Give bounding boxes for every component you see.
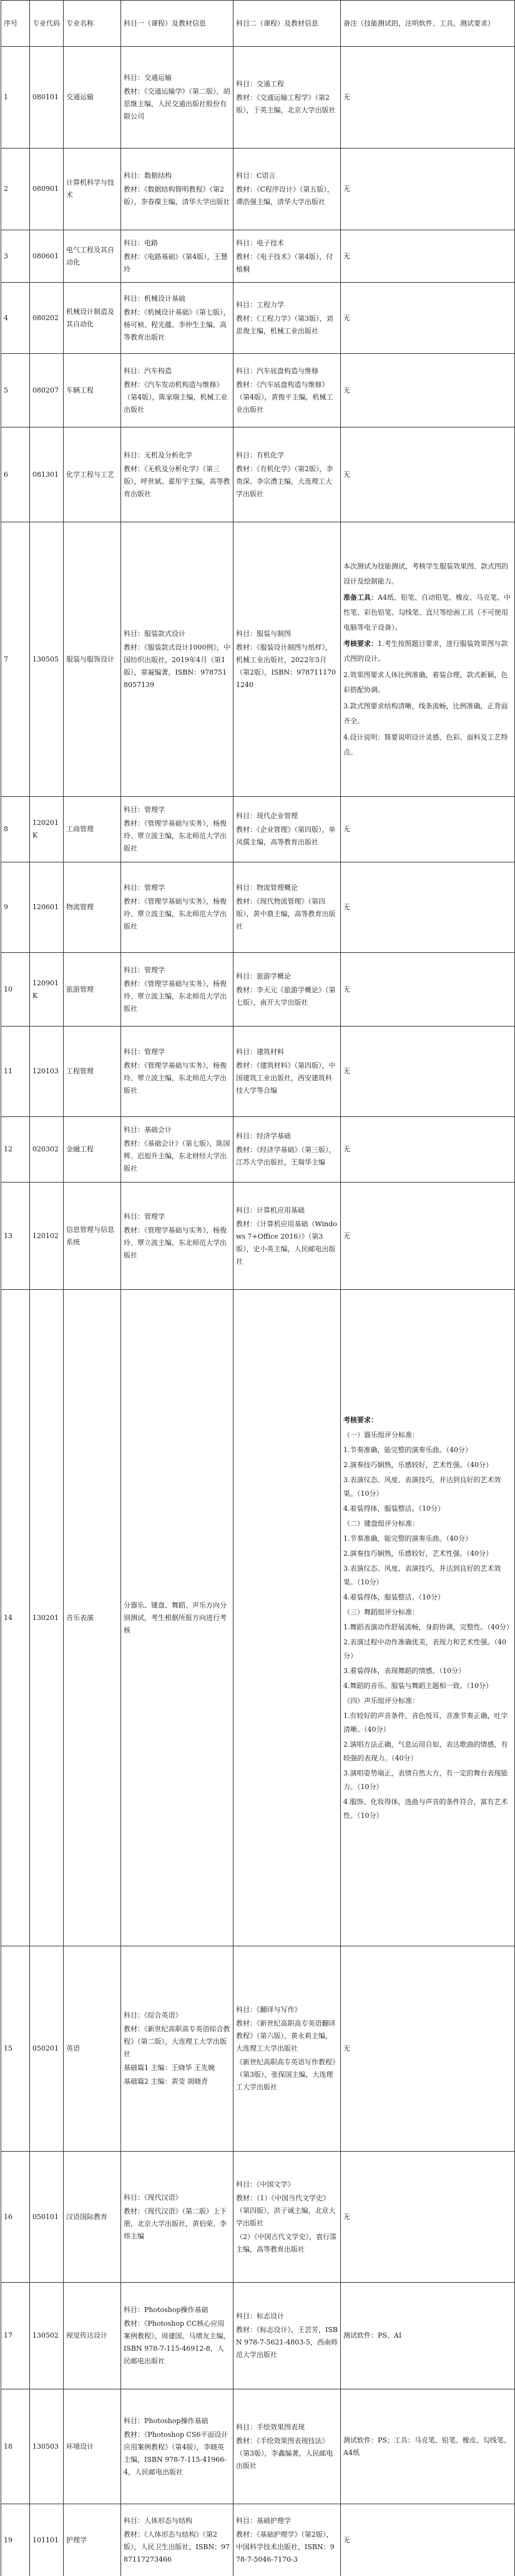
subject1-line: 教材：《汽车发动机构造与维修》（第4版），陈家瑞主编，机械工业出版社 — [124, 380, 228, 414]
subject1-info-cell — [121, 47, 233, 149]
subject1-line: 科目：管理学 — [124, 806, 165, 814]
remark-line: 4.着装得体，服装整洁。（10分） — [343, 1504, 444, 1513]
subject2-line: 科目：建筑材料 — [236, 1048, 284, 1056]
major-name-cell: 电气工程及其自动化 — [64, 230, 121, 283]
subject1-line: 科目：Photoshop操作基础 — [124, 2306, 208, 2314]
remark-cell — [341, 2504, 515, 2576]
remark-line: 无 — [343, 1231, 350, 1240]
major-code-cell: 130503 — [30, 2389, 64, 2504]
remark-line: 3.款式图要求结构清晰，线条流畅，比例准确，正背面齐全。 — [343, 701, 508, 725]
major-code-cell: 050201 — [30, 1946, 64, 2152]
subject2-line: 教材：《有机化学》（第2版），李贵深、李宗澧主编，大连理工大学出版社 — [236, 464, 333, 498]
major-name-cell: 金融工程 — [64, 1117, 121, 1183]
row-number-cell: 3 — [1, 230, 30, 283]
major-name-cell: 环境设计 — [64, 2389, 121, 2504]
remark-line: 测试软件：PS；工具：马克笔、铅笔、橡皮、勾线笔、A4纸 — [343, 2436, 511, 2457]
major-name-cell: 汉语国际教育 — [64, 2152, 121, 2283]
remark-cell — [341, 1946, 515, 2152]
major-name-cell: 信息管理与信息系统 — [64, 1183, 121, 1290]
subject1-line: 教材：《机械设计基础》（第七版），杨可桢、程光蕴、李仲生主编，高等教育出版社 — [124, 308, 230, 341]
remark-line: 4.设计说明：简要说明设计灵感、色彩、面料及工艺特点。 — [343, 733, 508, 756]
remark-cell — [341, 1290, 515, 1946]
subject1-info-cell — [121, 1027, 233, 1117]
subject2-line: 教材：《交通运输工程学》（第2版），于英主编，北京大学出版社 — [236, 94, 336, 114]
remark-line: （四）声乐组评分标准： — [343, 1696, 419, 1705]
remark-line — [343, 637, 512, 666]
row-number-cell: 13 — [1, 1183, 30, 1290]
subject2-line: 教材：《企业管理》（第四版），单凤儒主编，高等教育出版社 — [236, 826, 336, 846]
major-name-cell: 计算机科学与技术 — [64, 149, 121, 230]
subject2-line: 教材：《电子技术》（第4版），付植桐 — [236, 252, 333, 273]
major-code-cell: 020302 — [30, 1117, 64, 1183]
subject1-line: 教材：《电路基础》（第4版），王慧玲 — [124, 252, 228, 273]
row-number-cell: 16 — [1, 2152, 30, 2283]
table-row — [1, 1946, 515, 2152]
subject2-line: 科目：电子技术 — [236, 238, 284, 247]
subject2-line: 科目：服装与制图 — [236, 629, 291, 638]
major-name-cell: 交通运输 — [64, 47, 121, 149]
remark-line: 2.演奏技巧娴熟，乐感较好，艺术性强。（40分） — [343, 1549, 493, 1558]
header-name: 专业名称 — [64, 1, 121, 47]
remark-cell — [341, 953, 515, 1027]
subject2-info-cell — [233, 230, 341, 283]
table-row — [1, 797, 515, 862]
major-code-cell: 080101 — [30, 47, 64, 149]
subject1-info-cell — [121, 2283, 233, 2389]
remark-line — [343, 1413, 512, 1427]
major-name-cell: 机械设计制造及其自动化 — [64, 283, 121, 354]
subject1-line: 科目：人体形态与结构 — [124, 2516, 192, 2525]
subject1-info-cell — [121, 2389, 233, 2504]
remark-cell — [341, 1183, 515, 1290]
subject2-line: 科目：旅游学概论 — [236, 972, 291, 980]
row-number-cell: 12 — [1, 1117, 30, 1183]
row-number-cell: 7 — [1, 522, 30, 797]
major-code-cell: 080207 — [30, 354, 64, 427]
remark-cell — [341, 354, 515, 427]
remark-line: 3.着装得体，表现舞蹈的情感。（10分） — [343, 1666, 465, 1675]
subject1-line: 基础篇2 主编：黄莹 胡晓青 — [124, 2077, 208, 2086]
remark-line: 1.舞蹈表演动作舒展流畅，身韵协调，完整性。（40分） — [343, 1622, 513, 1631]
row-number-cell: 9 — [1, 862, 30, 953]
subject1-line: 教材：《管理学基础与实务》，杨俊玲、覃立波主编，东北师范大学出版社 — [124, 979, 227, 1013]
subject1-info-cell — [121, 862, 233, 953]
subject1-info-cell — [121, 522, 233, 797]
remark-line: 无 — [343, 2212, 350, 2221]
major-name-cell: 护理学 — [64, 2504, 121, 2576]
remark-line: 无 — [343, 985, 350, 993]
major-name-cell: 车辆工程 — [64, 354, 121, 427]
subject2-line: 科目：工程力学 — [236, 300, 284, 309]
subject2-info-cell — [233, 149, 341, 230]
subject2-line: 科目：现代企业管理 — [236, 812, 298, 820]
remark-line: 2.表演过程中动作准确优美，表现力和艺术性强。（40分） — [343, 1637, 506, 1660]
subject1-line: 教材：《基础会计》（第七版），陈国辉、迟旭升主编，东北财经大学出版社 — [124, 1139, 230, 1173]
table-row — [1, 2504, 515, 2576]
header-remark: 备注（技能测试的，注明软件、工具、测试要求） — [341, 1, 515, 47]
subject1-line: 科目：管理学 — [124, 965, 165, 974]
row-number-cell: 4 — [1, 283, 30, 354]
major-code-cell: 080202 — [30, 283, 64, 354]
table-row — [1, 522, 515, 797]
subject1-line: 教材：《无机及分析化学》（第三版），呼世斌、翟彤宇主编，高等教育出版社 — [124, 464, 230, 498]
subject2-line: 科目：标志设计 — [236, 2312, 284, 2320]
table-row — [1, 1027, 515, 1117]
subject1-line: 教材：《服装款式设计1000例》，中国纺织出版社，2019年4月（第1版），章凝编著，ISBN：9787518057139 — [124, 643, 230, 689]
subject1-info-cell — [121, 427, 233, 522]
subject1-info-cell — [121, 1183, 233, 1290]
subject2-line: 科目：《中国文学》 — [236, 2180, 295, 2188]
major-code-cell: 050101 — [30, 2152, 64, 2283]
remark-line: 无 — [343, 251, 350, 260]
subject2-info-cell — [233, 797, 341, 862]
header-no: 序号 — [1, 1, 30, 47]
remark-line: 无 — [343, 93, 350, 101]
table-row — [1, 149, 515, 230]
major-code-cell: 120102 — [30, 1183, 64, 1290]
row-number-cell: 18 — [1, 2389, 30, 2504]
subject2-line: 教材：《新世纪高职高专英语翻译教程》（第六版），黄永莉主编，大连理工大学出版社 — [236, 2019, 336, 2052]
subject2-line: 科目：有机化学 — [236, 451, 284, 459]
subject1-line: 教材：《现代汉语》（第二版）上下册，北京大学出版社，黄伯荣、李炜主编 — [124, 2207, 227, 2240]
subject2-line: 科目：交通工程 — [236, 80, 284, 88]
remark-cell — [341, 1117, 515, 1183]
major-code-cell: 120901K — [30, 953, 64, 1027]
subject2-line: 教材：《C程序设计》（第五版），谭浩强主编，清华大学出版社 — [236, 185, 334, 206]
table-row — [1, 1290, 515, 1946]
subject1-line: 教材：《管理学基础与实务》，杨俊玲、覃立波主编，东北师范大学出版社 — [124, 1061, 227, 1095]
subject2-line: 科目：物流管理概论 — [236, 884, 298, 892]
table-row — [1, 1183, 515, 1290]
remark-cell — [341, 522, 515, 797]
remark-cell — [341, 2283, 515, 2389]
remark-line: 无 — [343, 825, 350, 833]
table-row — [1, 230, 515, 283]
subject1-info-cell — [121, 2504, 233, 2576]
line-text: A4纸、铅笔、自动铅笔、橡皮、马克笔、中性笔、彩色铅笔、勾线笔、直尺等绘画工具（不可使用电脑等电子设备）。 — [343, 593, 511, 632]
major-code-cell: 120601 — [30, 862, 64, 953]
subject1-info-cell — [121, 953, 233, 1027]
remark-line: （一）器乐组评分标准： — [343, 1430, 419, 1439]
remark-line: 3.表演仪态、风度、表演技巧，并达到良好的艺术效果。（10分） — [343, 1475, 501, 1498]
remark-cell — [341, 862, 515, 953]
subject2-line: 教材：（1）《中国当代文学史》（第四版），洪子诚主编，北京大学出版社 — [236, 2193, 336, 2227]
subject1-line: 科目：《综合英语》 — [124, 2011, 182, 2019]
table-header — [1, 1, 515, 47]
table-row — [1, 427, 515, 522]
subject2-info-cell — [233, 1290, 341, 1946]
table-row — [1, 862, 515, 953]
remark-cell — [341, 149, 515, 230]
row-number-cell: 15 — [1, 1946, 30, 2152]
subject1-line: 科目：管理学 — [124, 1212, 165, 1221]
subject1-info-cell — [121, 354, 233, 427]
subject2-info-cell — [233, 47, 341, 149]
subject1-line: 科目：管理学 — [124, 1048, 165, 1056]
table-row — [1, 283, 515, 354]
line-text: 1.考生按照题目要求，进行服装效果图与款式图的设计。 — [343, 639, 508, 663]
remark-line: 无 — [343, 903, 350, 911]
subject2-line: 科目：经济学基础 — [236, 1132, 291, 1140]
header-subject2: 科目二（课程）及教材信息 — [233, 1, 341, 47]
subject2-line: 科目：基础护理学 — [236, 2516, 291, 2525]
table-row — [1, 2152, 515, 2283]
subject2-line: 科目：《翻译与写作》 — [236, 2006, 302, 2014]
subject1-info-cell — [121, 283, 233, 354]
subject1-line: 教材：《管理学基础与实务》，杨俊玲、覃立波主编，东北师范大学出版社 — [124, 897, 227, 930]
remark-line: 2.演奏技巧娴熟，乐感较好，艺术性强。（40分） — [343, 1460, 493, 1469]
remark-cell — [341, 427, 515, 522]
subject1-info-cell — [121, 1117, 233, 1183]
remark-line: 2.效果图要求人体比例准确，着装合理，款式新颖，色彩搭配协调。 — [343, 670, 508, 694]
major-code-cell: 080601 — [30, 230, 64, 283]
remark-line: 2.演唱方法正确，气息运用自如，表达歌曲的情感，有较强的表现力。（40分） — [343, 1740, 508, 1762]
remark-line — [343, 590, 512, 635]
row-number-cell: 8 — [1, 797, 30, 862]
subject2-info-cell — [233, 1183, 341, 1290]
subject1-info-cell — [121, 2152, 233, 2283]
subject1-line: 教材：《Photoshop CC核心应用案例教程》，周建国、马增友主编，ISBN 978-7-115-46912-8，人民邮电出版社 — [124, 2320, 230, 2365]
subject2-info-cell — [233, 862, 341, 953]
majors-table — [1, 0, 515, 2576]
remark-cell — [341, 797, 515, 862]
subject1-info-cell — [121, 149, 233, 230]
subject1-line: 教材：《数据结构简明教程》（第2版），李春葆主编，清华大学出版社 — [124, 185, 230, 206]
major-code-cell: 130201 — [30, 1290, 64, 1946]
remark-line: 无 — [343, 313, 350, 322]
line-label: 考核要求： — [343, 1415, 378, 1424]
table-row — [1, 2283, 515, 2389]
row-number-cell: 14 — [1, 1290, 30, 1946]
remark-line: 1.节奏准确，能完整的演奏乐曲。（40分） — [343, 1445, 472, 1454]
subject2-line: 教材：《经济学基础》（第三版），江苏大学出版社，王瑞华主编 — [236, 1146, 336, 1166]
subject2-info-cell — [233, 2152, 341, 2283]
subject1-line: 科目：服装款式设计 — [124, 629, 185, 638]
subject2-info-cell — [233, 2504, 341, 2576]
subject1-line: 教材：《Photoshop CS6平面设计应用案例教程》（第4版），李晓英主编，ISBN 978-7-115-41966-4，人民邮电出版社 — [124, 2430, 228, 2476]
remark-line: 3.演唱姿势端正，表情自然大方，有一定的舞台表现能力。（10分） — [343, 1769, 508, 1791]
subject2-line: 科目：C语言 — [236, 172, 276, 180]
subject1-line: 科目：无机及分析化学 — [124, 451, 192, 459]
subject2-info-cell — [233, 1946, 341, 2152]
subject2-info-cell — [233, 522, 341, 797]
subject1-line: 分器乐、键盘、舞蹈、声乐方向分别测试，考生根据所报方向进行考核 — [124, 1601, 227, 1634]
remark-line: 测试软件：PS、AI — [343, 2331, 402, 2339]
row-number-cell: 19 — [1, 2504, 30, 2576]
subject2-line: 科目：汽车底盘构造与维修 — [236, 366, 318, 375]
remark-line: 1.有较好的声音条件，音色悦耳，音准节奏正确，吐字清晰。（40分） — [343, 1711, 508, 1734]
remark-line: 无 — [343, 2535, 350, 2544]
subject2-line: 教材：《工程力学》（第3版），刘思俊主编，机械工业出版社 — [236, 314, 333, 335]
remark-line: 3.表演仪态、风度、表演技巧，并达到良好的艺术效果。（10分） — [343, 1564, 501, 1586]
subject2-info-cell — [233, 1027, 341, 1117]
remark-cell — [341, 47, 515, 149]
remark-cell — [341, 230, 515, 283]
major-name-cell: 音乐表演 — [64, 1290, 121, 1946]
subject2-info-cell — [233, 427, 341, 522]
remark-line: 无 — [343, 386, 350, 394]
subject2-info-cell — [233, 2389, 341, 2504]
line-label: 准备工具： — [343, 593, 378, 602]
remark-cell — [341, 1027, 515, 1117]
table-row — [1, 354, 515, 427]
remark-cell — [341, 2389, 515, 2504]
row-number-cell: 11 — [1, 1027, 30, 1117]
remark-line: 无 — [343, 1067, 350, 1075]
subject2-line: 教材：《建筑材料》（第四版），中国建筑工业出版社，西安建筑科技大学等合编 — [236, 1061, 336, 1095]
subject1-line: 教材：《管理学基础与实务》，杨俊玲、覃立波主编，东北师范大学出版社 — [124, 819, 227, 852]
remark-line: 4.舞蹈的音乐、服装与舞蹈主题相一致。（10分） — [343, 1681, 493, 1690]
subject2-info-cell — [233, 283, 341, 354]
subject2-line: 教材：《基础护理学》（第2版），中国科学技术出版社，ISBN：978-7-5046-7170-3 — [236, 2530, 335, 2564]
subject2-info-cell — [233, 354, 341, 427]
row-number-cell: 2 — [1, 149, 30, 230]
subject2-line: 教材：《现代物流管理》（第四版），黄中鼎主编，高等教育出版社 — [236, 897, 336, 930]
header-row — [1, 1, 515, 47]
major-name-cell: 物流管理 — [64, 862, 121, 953]
subject1-line: 科目：机械设计基础 — [124, 294, 185, 303]
subject2-line: 教材：《汽车底盘构造与维修》（第4版），黄俊平主编，机械工业出版社 — [236, 380, 333, 414]
major-code-cell: 101101 — [30, 2504, 64, 2576]
subject1-info-cell — [121, 797, 233, 862]
table-row — [1, 953, 515, 1027]
major-name-cell: 化学工程与工艺 — [64, 427, 121, 522]
subject2-line: 教材：《服装设计制图与纸样》，机械工业出版社，2022年5月（第2版），ISBN：9787111701240 — [236, 643, 336, 689]
remark-line: 无 — [343, 185, 350, 193]
subject1-line: 科目：交通运输 — [124, 74, 172, 82]
row-number-cell: 1 — [1, 47, 30, 149]
major-name-cell: 旅游管理 — [64, 953, 121, 1027]
table-body — [1, 47, 515, 2576]
subject1-line: 科目：数据结构 — [124, 172, 172, 180]
major-code-cell: 080901 — [30, 149, 64, 230]
major-name-cell: 工程管理 — [64, 1027, 121, 1117]
header-subject1: 科目一（课程）及教材信息 — [121, 1, 233, 47]
remark-line: 无 — [343, 470, 350, 479]
remark-line: 1.节奏准确，能完整的演奏乐曲。（40分） — [343, 1534, 472, 1543]
subject2-line: 教材：《计算机应用基础（Windows 7+Office 2016）》（第3版），史小英主编，人民邮电出版社 — [236, 1219, 337, 1266]
subject2-line: 科目：手绘效果图表现 — [236, 2422, 305, 2431]
subject1-line: 教材：《管理学基础与实务》，杨俊玲、覃立波主编，东北师范大学出版社 — [124, 1226, 227, 1259]
row-number-cell: 17 — [1, 2283, 30, 2389]
subject2-line: 教材：《标志设计》，王芸芳，ISBN 978-7-5621-4803-5，西南师范大学出版社 — [236, 2326, 338, 2359]
subject2-info-cell — [233, 2283, 341, 2389]
subject2-info-cell — [233, 1117, 341, 1183]
major-name-cell: 视觉传达设计 — [64, 2283, 121, 2389]
row-number-cell: 10 — [1, 953, 30, 1027]
remark-cell — [341, 283, 515, 354]
remark-line: 无 — [343, 1145, 350, 1153]
subject2-line: 《新世纪高职高专英语写作教程》（第3版），张保国主编，大连理工大学出版社 — [236, 2058, 336, 2091]
subject1-info-cell — [121, 1946, 233, 2152]
subject1-line: 基础篇1 主编：王晓华 王先婉 — [124, 2064, 215, 2072]
line-label: 考核要求： — [343, 639, 378, 648]
subject1-info-cell — [121, 230, 233, 283]
subject1-line: 教材：《人体形态与结构》（第2版），人民卫生出版社，ISBN：9787117273466 — [124, 2530, 230, 2564]
subject2-line: 教材：《手绘效果图表现技法》（第3版），李鑫编著，人民邮电出版社 — [236, 2436, 333, 2470]
subject1-line: 科目：汽车构造 — [124, 366, 172, 375]
subject1-line: 教材：《新世纪高职高专英语综合教程》（第二版），大连理工大学出版社 — [124, 2025, 230, 2058]
subject1-line: 教材：《交通运输学》（第二版），胡思继主编，人民交通出版社股份有限公司 — [124, 87, 230, 120]
subject2-line: 教材：李天元《旅游学概论》（第七版），南开大学出版社 — [236, 985, 336, 1007]
major-code-cell: 120103 — [30, 1027, 64, 1117]
subject1-line: 科目：电路 — [124, 238, 158, 247]
remark-line: （二）键盘组评分标准： — [343, 1519, 419, 1528]
subject1-line: 科目：《现代汉语》 — [124, 2193, 182, 2202]
remark-line: 本次测试为技能测试，考核学生服装效果图、款式图的设计及绘制能力。 — [343, 562, 508, 585]
major-name-cell: 服装与服饰设计 — [64, 522, 121, 797]
header-code: 专业代码 — [30, 1, 64, 47]
remark-line: 无 — [343, 2044, 350, 2052]
major-code-cell: 081301 — [30, 427, 64, 522]
major-name-cell: 工商管理 — [64, 797, 121, 862]
remark-line: 4.着装得体，服装整洁。（10分） — [343, 1593, 444, 1601]
remark-line: 4.服饰、化妆得体，选曲与声音的条件符合，富有艺术性。（10分） — [343, 1797, 508, 1820]
subject1-info-cell — [121, 1290, 233, 1946]
table-row — [1, 1117, 515, 1183]
subject1-line: 科目：Photoshop操作基础 — [124, 2416, 208, 2425]
subject1-line: 科目：基础会计 — [124, 1126, 172, 1134]
major-code-cell: 130505 — [30, 522, 64, 797]
subject2-info-cell — [233, 953, 341, 1027]
subject2-line: （2）《中国古代文学史》，袁行霈主编，高等教育出版社 — [236, 2232, 336, 2253]
major-name-cell: 英语 — [64, 1946, 121, 2152]
remark-cell — [341, 2152, 515, 2283]
table-row — [1, 2389, 515, 2504]
subject2-line: 科目：计算机应用基础 — [236, 1206, 305, 1214]
subject1-line: 科目：管理学 — [124, 884, 165, 892]
table-row — [1, 47, 515, 149]
row-number-cell: 5 — [1, 354, 30, 427]
major-code-cell: 130502 — [30, 2283, 64, 2389]
remark-line: （三）舞蹈组评分标准： — [343, 1608, 419, 1616]
major-code-cell: 120201K — [30, 797, 64, 862]
row-number-cell: 6 — [1, 427, 30, 522]
